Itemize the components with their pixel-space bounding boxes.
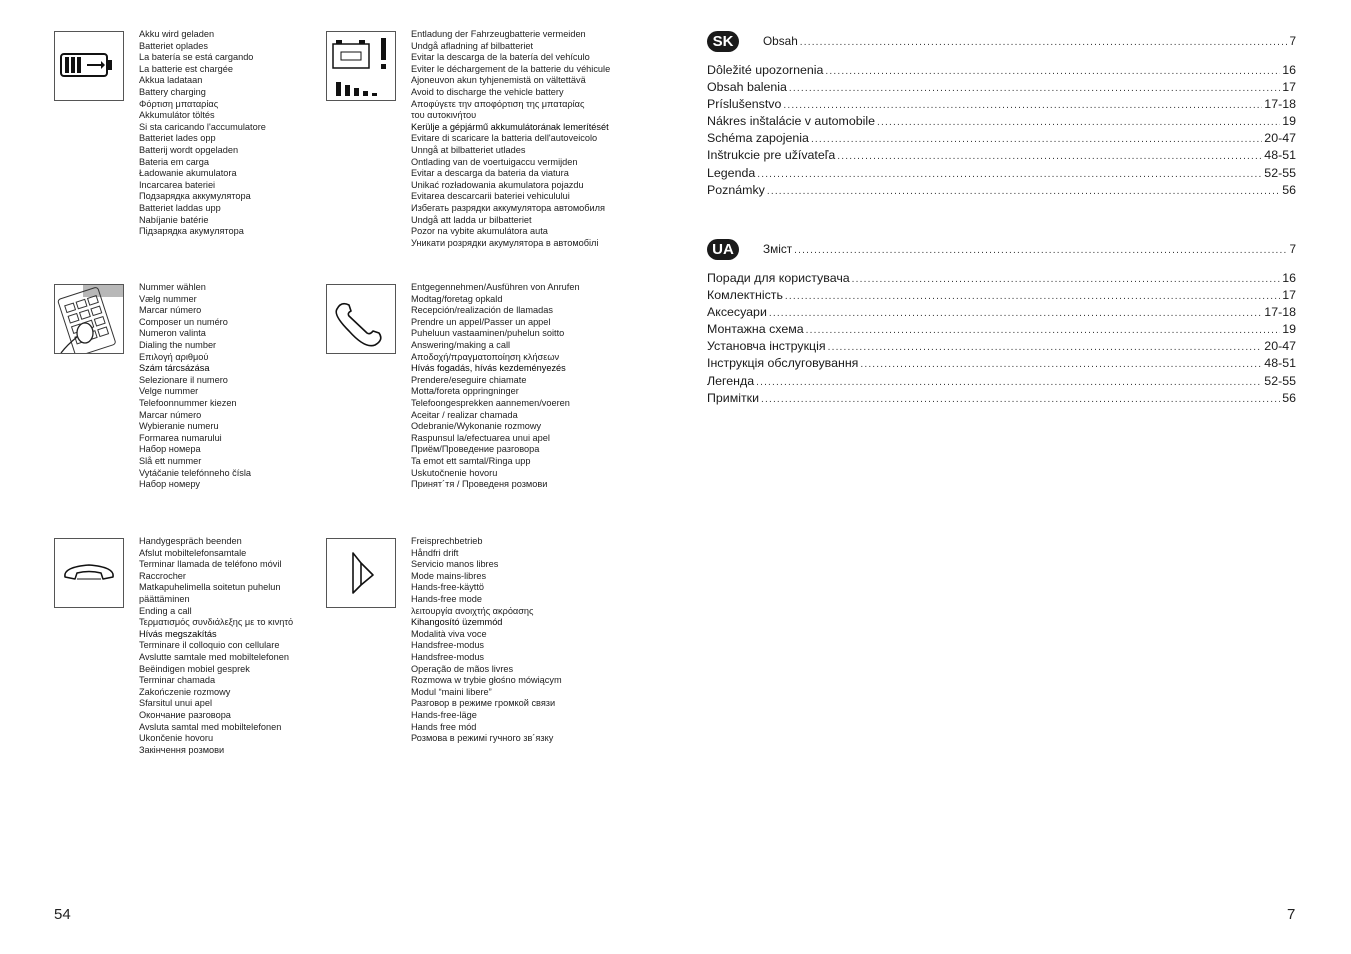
ending-call-text: Handygespräch beenden Afslut mobiltelefonsamtale Terminar llamada de teléfono móvil Raccrocher Matkapuhelimella soitetun puhelun päättäminen Ending a call Τερματισμός συνδιάλεξης με το κινητό Hívás megszakítás Terminare il colloquio con cellulare Avslutte samtale med mobiltelefonen Beëindigen mobiel gesprek Terminar chamada Zakończenie rozmowy Sfarsitul unui apel Окончание разговора Avsluta samtal med mobiltelefonen Ukončenie hovoru Закінчення розмови: [139, 536, 294, 755]
toc-heading-row[interactable]: Зміст ..... 7: [763, 242, 1296, 259]
toc-item[interactable]: Obsah balenia ..... 17: [707, 80, 1296, 97]
toc-heading-sk: [707, 31, 1296, 53]
keypad-dialing-icon: [54, 284, 124, 354]
language-badge-sk: SK: [707, 31, 739, 52]
toc-heading-row[interactable]: Obsah ..... 7: [763, 34, 1296, 51]
toc-section-sk: [707, 31, 1296, 200]
toc-item[interactable]: Легенда ..... 52-55: [707, 374, 1296, 391]
phone-hangup-icon: [54, 538, 124, 608]
toc-item[interactable]: Установча інструкція ..... 20-47: [707, 339, 1296, 356]
phone-handset-answer-icon: [326, 284, 396, 354]
right-page: [676, 0, 1351, 954]
answering-text: Entgegennehmen/Ausführen von Anrufen Modtag/foretag opkald Recepción/realización de llamadas Prendre un appel/Passer un appel Puheluun vastaaminen/puhelun soitto Answering/making a call Αποδοχή/πραγματοποίηση κλήσεων Hívás fogadás, hívás kezdeményezés Prendere/eseguire chiamate Motta/foreta oppringninger Telefoongesprekken aannemen/voeren Aceitar / realizar chamada Odebranie/Wykonanie rozmowy Raspunsul la/efectuarea unui apel Приём/Проведение разговора Ta emot ett samtal/Ringa upp Uskutočnenie hovoru Принят´тя / Проведеня розмови: [411, 282, 580, 490]
battery-discharge-text: Entladung der Fahrzeugbatterie vermeiden Undgå afladning af bilbatteriet Evitar la descarga de la batería del vehículo Eviter le déchargement de la batterie du véhicule Ajoneuvon akun tyhjenemistä on vältettävä Avoid to discharge the vehicle battery Αποφύγετε την αποφόρτιση της μπαταρίας του αυτοκινήτου Kerülje a gépjármű akkumulátorának lemerítését Evitare di scaricare la batteria dell'autoveicolo Unngå at bilbatteriet utlades Ontlading van de voertuigaccu vermijden Evitar a descarga da bateria da viatura Unikać rozładowania akumulatora pojazdu Evitarea descarcarii bateriei vehiculului Избегать разрядки аккумулятора автомобиля Undgå att ladda ur bilbatteriet Pozor na vybite akumulátora auta Уникати розрядки акумулятора в автомобілі: [411, 29, 611, 248]
handsfree-text: Freisprechbetrieb Håndfri drift Servicio manos libres Mode mains-libres Hands-free-käyttö Hands-free mode λειτουργία ανοιχτής ακρόασης Kihangosító üzemmód Modalità viva voce Handsfree-modus Handsfree-modus Operação de mãos livres Rozmowa w trybie głośno mówiącym Modul “maini libere” Разговор в режиме громкой связи Hands-free-läge Hands free mód Розмова в режимі гучного зв´язку: [411, 536, 562, 744]
page-number-right: 7: [1287, 906, 1296, 923]
toc-item[interactable]: Dôležité upozornenia ..... 16: [707, 63, 1296, 80]
toc-item[interactable]: Príslušenstvo ..... 17-18: [707, 97, 1296, 114]
toc-item[interactable]: Поради для користувача ..... 16: [707, 271, 1296, 288]
dialing-text: Nummer wählen Vælg nummer Marcar número Composer un numéro Numeron valinta Dialing the number Επιλογή αριθμού Szám tárcsázása Selezionare il numero Velge nummer Telefoonnummer kiezen Marcar número Wybieranie numeru Formarea numarului Набор номера Slå ett nummer Vytáčanie telefónneho čísla Набор номеру: [139, 282, 252, 490]
speaker-handsfree-icon: [326, 538, 396, 608]
toc-item[interactable]: Монтажна схема ..... 19: [707, 322, 1296, 339]
toc-item[interactable]: Schéma zapojenia ..... 20-47: [707, 131, 1296, 148]
battery-charging-icon: [54, 31, 124, 101]
toc-item[interactable]: Примітки ..... 56: [707, 391, 1296, 408]
left-page: [0, 0, 675, 954]
toc-item[interactable]: Inštrukcie pre užívateľa ..... 48-51: [707, 148, 1296, 165]
toc-item[interactable]: Nákres inštalácie v automobile ..... 19: [707, 114, 1296, 131]
battery-charging-text: Akku wird geladen Batteriet oplades La batería se está cargando La batterie est chargée Akkua ladataan Battery charging Φόρτιση μπαταρίας Akkumulátor töltés Si sta caricando l'accumulatore Batteriet lades opp Batterij wordt opgeladen Bateria em carga Ładowanie akumulatora Incarcarea bateriei Подзарядка аккумулятора Batteriet laddas upp Nabíjanie batérie Підзарядка акумулятора: [139, 29, 266, 237]
page-number-left: 54: [54, 906, 71, 923]
toc-item[interactable]: Аксесуари ..... 17-18: [707, 305, 1296, 322]
toc-heading-ua: [707, 239, 1296, 261]
car-battery-warning-icon: [326, 31, 396, 101]
language-badge-ua: UA: [707, 239, 739, 260]
toc-section-ua: [707, 239, 1296, 408]
toc-item[interactable]: Комлектність ..... 17: [707, 288, 1296, 305]
toc-item[interactable]: Legenda ..... 52-55: [707, 166, 1296, 183]
toc-item[interactable]: Інструкція обслуговування ..... 48-51: [707, 356, 1296, 373]
toc-item[interactable]: Poznámky ..... 56: [707, 183, 1296, 200]
